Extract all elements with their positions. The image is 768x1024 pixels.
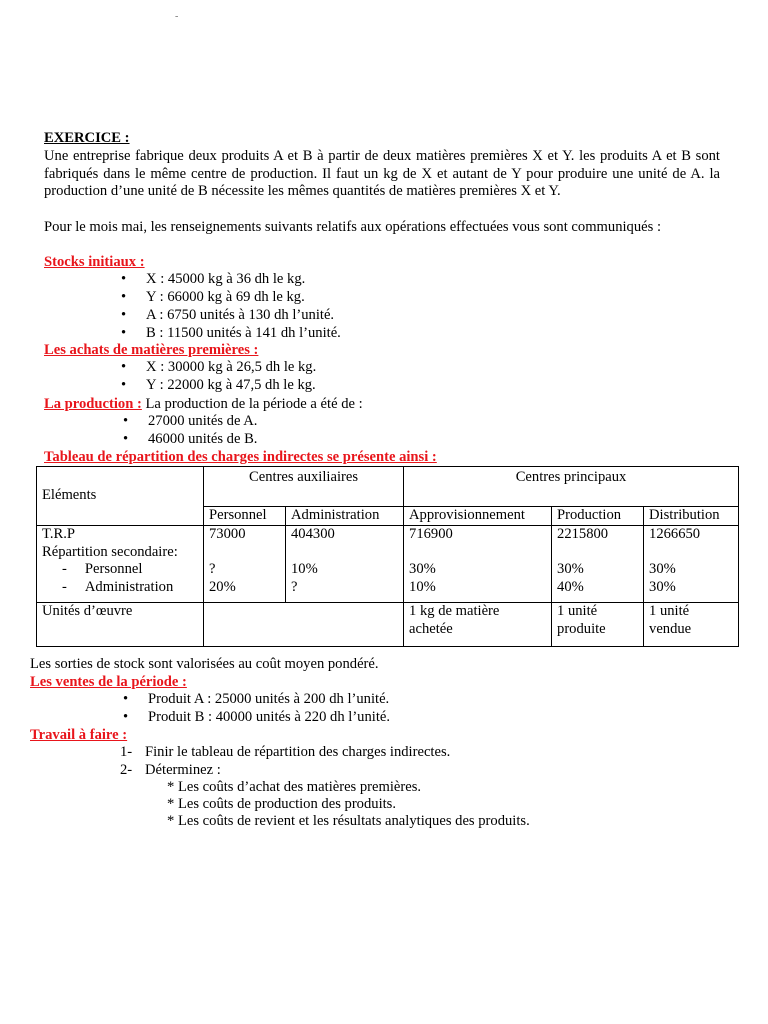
repartition-table — [36, 466, 739, 647]
distribution-values: 1266650 30% 30% — [644, 526, 739, 603]
sub-task: * Les coûts de revient et les résultats analytiques des produits. — [167, 813, 530, 829]
admin-row-label: - Administration — [62, 578, 174, 595]
uo-label: Unités d’œuvre — [37, 603, 204, 647]
main-centers-header: Centres principaux — [404, 467, 739, 507]
administration-values: 404300 10% ? — [286, 526, 404, 603]
uo-distribution: 1 unité vendue — [644, 603, 739, 647]
stock-item: • B : 11500 unités à 141 dh l’unité. — [146, 325, 341, 343]
sub-task: * Les coûts d’achat des matières premières. — [167, 779, 422, 795]
task-number: 2- — [120, 762, 133, 778]
travail-heading: Travail à faire : — [30, 727, 128, 743]
production-text: La production de la période a été de : — [141, 396, 363, 412]
production-item: • 46000 unités de B. — [148, 431, 257, 449]
aux-centers-header: Centres auxiliaires — [204, 467, 404, 507]
production-line — [44, 396, 363, 414]
col-production: Production — [552, 507, 644, 526]
uo-production: 1 unité produite — [552, 603, 644, 647]
stock-item: • Y : 66000 kg à 69 dh le kg. — [146, 289, 305, 307]
elements-header: Eléments — [37, 467, 204, 526]
achats-heading: Les achats de matières premières : — [44, 342, 259, 358]
col-personnel: Personnel — [204, 507, 286, 526]
approvisionnement-values: 716900 30% 10% — [404, 526, 552, 603]
stock-item: • X : 45000 kg à 36 dh le kg. — [146, 271, 305, 289]
stocks-heading: Stocks initiaux : — [44, 254, 145, 270]
top-mark: - — [175, 11, 179, 22]
trp-label: T.R.P — [42, 526, 75, 542]
col-approvisionnement: Approvisionnement — [404, 507, 552, 526]
exercise-title: EXERCICE : — [44, 130, 130, 146]
col-distribution: Distribution — [644, 507, 739, 526]
table-heading: Tableau de répartition des charges indirectes se présente ainsi : — [44, 449, 437, 465]
intro-paragraph-2: Pour le mois mai, les renseignements suivants relatifs aux opérations effectuées vous sont communiqués : — [44, 219, 661, 235]
achat-item: • Y : 22000 kg à 47,5 dh le kg. — [146, 377, 316, 395]
production-item: • 27000 unités de A. — [148, 413, 257, 431]
uo-approvisionnement: 1 kg de matière achetée — [404, 603, 552, 647]
uo-empty — [204, 603, 404, 647]
task-1: Finir le tableau de répartition des charges indirectes. — [145, 744, 451, 760]
stock-item: • A : 6750 unités à 130 dh l’unité. — [146, 307, 334, 325]
vente-item: • Produit A : 25000 unités à 200 dh l’unité. — [148, 691, 389, 709]
personnel-row-label: - Personnel — [62, 561, 143, 577]
sub-task: * Les coûts de production des produits. — [167, 796, 397, 812]
production-heading: La production : — [44, 396, 142, 412]
ventes-heading: Les ventes de la période : — [30, 674, 187, 690]
vente-item: • Produit B : 40000 unités à 220 dh l’unité. — [148, 709, 390, 727]
task-2: Déterminez : — [145, 762, 221, 778]
row-labels — [37, 526, 204, 603]
rep-secondaire-label: Répartition secondaire: — [42, 543, 178, 560]
intro-paragraph: Une entreprise fabrique deux produits A et B à partir de deux matières premières X et Y. les produits A et B sont fabriqués dans le même centre de production. Il faut un kg de X et autant de Y pour produire une unité de A. la production d’une unité de B nécessite les mêmes quantités de matières premières X et Y. — [44, 148, 720, 199]
col-administration: Administration — [286, 507, 404, 526]
production-values: 2215800 30% 40% — [552, 526, 644, 603]
achat-item: • X : 30000 kg à 26,5 dh le kg. — [146, 359, 316, 377]
personnel-values: 73000 ? 20% — [204, 526, 286, 603]
task-number: 1- — [120, 744, 133, 760]
sorties-text: Les sorties de stock sont valorisées au coût moyen pondéré. — [30, 656, 379, 672]
